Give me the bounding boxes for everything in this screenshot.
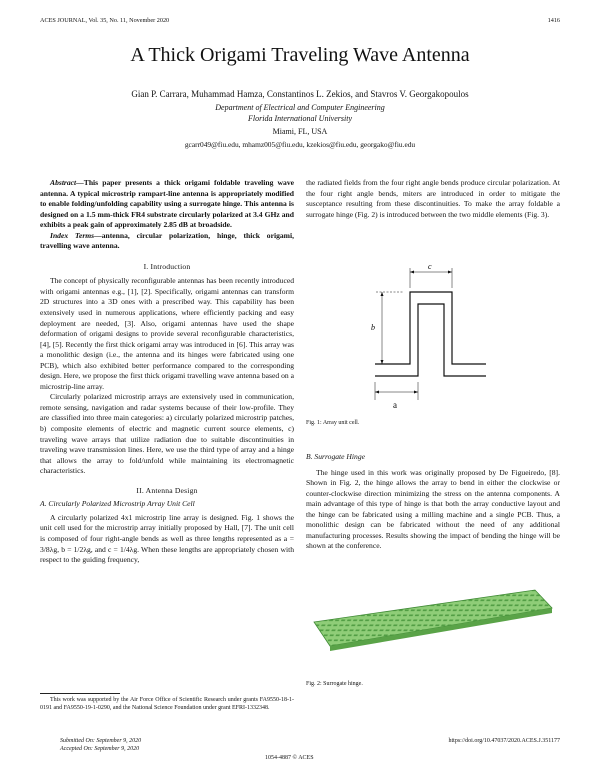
section-heading-introduction: I. Introduction	[143, 261, 191, 271]
footnote-rule	[40, 693, 120, 694]
intro-paragraph-2: Circularly polarized microstrip arrays are extensively used in communication, remote sensing, navigation and radar systems because of their low-profile. They are classified into three main categories: a) circularly polarized microstrip patches, b) composite elements of electric and magnetic current source elements, c) traveling wave arrays that utilize radiation due to suitable discontinuities in traveling wave transmission lines. Here, we use the third type of array and a hinge that allows the array to fold/unfold while maintaining its electromagnetic characteristics.	[40, 392, 294, 476]
accepted-date: Accepted On: September 9, 2020	[60, 746, 140, 752]
issn-footer: 1054-4887 © ACES	[265, 755, 314, 761]
abstract	[40, 178, 294, 231]
journal-header: ACES JOURNAL, Vol. 35, No. 11, November 2020	[40, 17, 170, 24]
subsection-heading-unit-cell: A. Circularly Polarized Microstrip Array Unit Cell	[40, 499, 195, 509]
intro-paragraph-1: The concept of physically reconfigurable antennas has been recently introduced with origami antennas e.g., [1], [2]. Specifically, origami antennas can transform 2D structures into a 3D ones with a prescribed way. This capability has been extensively used in numerous applications, where efficiently packing and easy deployment are needed, [3]. Also, origami antennas have used the shape deformation of origami designs to provide several reconfigurable characteristics, [4], [5]. Recently the first thick origami array was introduced in [6]. This array was a monolithic design (i.e., the antenna and its hinges were fabricated using one PCB), which also exhibited better performance compared to the corresponding design. Here, we propose the first thick origami travelling wave antenna based on a microstrip-line array.	[40, 276, 294, 391]
affiliation-location: Miami, FL, USA	[272, 127, 328, 136]
affiliation-department: Department of Electrical and Computer Engineering	[215, 103, 385, 112]
figure-2-surrogate-hinge	[310, 588, 560, 668]
submitted-date: Submitted On: September 9, 2020	[60, 738, 142, 744]
right-column-bottom	[306, 452, 560, 552]
right-column-top	[306, 178, 560, 220]
dimension-label-a: a	[393, 400, 397, 410]
index-terms-label: Index Terms	[50, 230, 95, 240]
dimension-lines	[375, 268, 452, 400]
doi-link[interactable]: https://doi.org/10.47037/2020.ACES.J.351177	[448, 738, 560, 744]
author-emails: gcarr049@fiu.edu, mhamz005@fiu.edu, kzekios@fiu.edu, georgako@fiu.edu	[184, 140, 416, 149]
page-number: 1416	[547, 17, 560, 24]
figure-1-unit-cell	[360, 262, 510, 412]
dimension-arrows	[375, 271, 452, 394]
abstract-text: —This paper presents a thick origami foldable traveling wave antenna. A typical microstrip rampart-line antenna is appropriately modified to enable folding/unfolding capability using a surrogate hinge. This antenna is designed on a 1.5 mm-thick FR4 substrate circularly polarized at 3.4 GHz and exhibits a peak gain of approximately 2.85 dB at broadside.	[40, 178, 294, 230]
figure-2-caption: Fig. 2: Surrogate hinge.	[306, 681, 363, 687]
unit-cell-strip	[375, 292, 486, 376]
affiliation-university: Florida International University	[248, 114, 352, 123]
section-heading-antenna-design: II. Antenna Design	[136, 485, 198, 495]
left-column	[40, 178, 294, 566]
right-paragraph-1: the radiated fields from the four right angle bends produce circular polarization. At the four right angle bends, miters are introduced in order to mitigate the susceptance resulting from these discontinuities. To make the array foldable a surrogate hinge (Fig. 2) is introduced between the two middle elements (Fig. 3).	[306, 178, 560, 219]
design-paragraph-1: A circularly polarized 4x1 microstrip line array is designed. Fig. 1 shows the unit cell used for the microstrip array initially proposed by Hall, [7]. The unit cell is composed of four right-angle bends as well as three lengths represented as a = 3/8λg, b = 1/2λg, and c = 1/4λg. When these lengths are appropriately chosen with respect to the guiding frequency,	[40, 512, 294, 565]
dimension-label-b: b	[371, 323, 375, 332]
author-list: Gian P. Carrara, Muhammad Hamza, Constantinos L. Zekios, and Stavros V. Georgakopoulos	[131, 89, 469, 99]
abstract-label: Abstract	[50, 178, 77, 187]
figure-1-caption: Fig. 1: Array unit cell.	[306, 420, 360, 426]
index-terms-text: —antenna, circular polarization, hinge, thick origami, travelling wave antenna.	[40, 230, 294, 251]
dimension-label-c: c	[428, 262, 432, 271]
index-terms	[40, 231, 294, 252]
paper-title: A Thick Origami Traveling Wave Antenna	[130, 44, 470, 66]
funding-footnote: This work was supported by the Air Force Office of Scientific Research under grants FA9550-18-1-0191 and FA9550-19-1-0290, and the National Science Foundation under grant EFRI-1332348.	[40, 697, 294, 711]
subsection-heading-surrogate-hinge: B. Surrogate Hinge	[306, 452, 365, 461]
hinge-paragraph-1: The hinge used in this work was originally proposed by De Figueiredo, [8]. Shown in Fig. 2, the hinge allows the array to bend in either the clockwise or counter-clockwise direction minimizing the stress on the antenna components. A main advantage of this type of hinge is that both the array conductive layout and the hinge can be fabricated using a milling machine and a single PCB. Thus, a monolithic design can be fabricated without the need of any additional manufacturing processes. Results showing the impact of bending the hinge will be shown at the conference.	[306, 467, 560, 551]
